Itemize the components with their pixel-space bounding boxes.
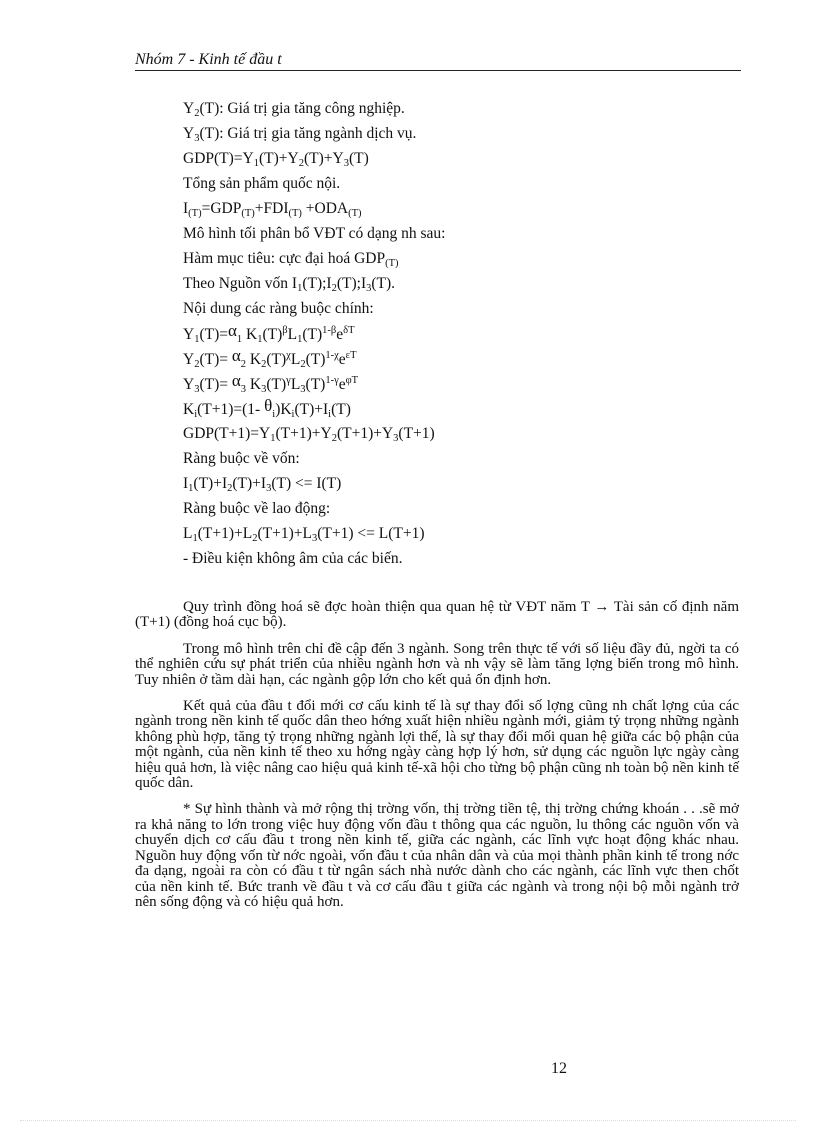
page-bottom-divider: [20, 1120, 796, 1121]
labor-constraint: $L_1(T+1)+L_2(T+1)+L_3(T+1) <= L(T+1)$: [183, 525, 425, 544]
header-title: Nhóm 7 - Kinh tế đầu t: [135, 51, 282, 68]
capital-constraint-title: Ràng buộc về vốn:: [183, 450, 300, 467]
paragraph-three-sectors: Trong mô hình trên chỉ đề cập đến 3 ngành. Song trên thực tế với số liệu đầy đủ, ngời ta có thể nghiên cứu sự phát triển của nhiều ngành hơn và nh vậy sẽ làm tăng lợng biến trong mô hình. Tuy nhiên ở tầm dài hạn, các ngành gộp lớn cho kết quả ổn định hơn.: [135, 640, 739, 688]
gdp-definition: Tổng sản phẩm quốc nội.: [183, 175, 341, 192]
labor-constraint-title: Ràng buộc về lao động:: [183, 500, 331, 517]
y1-equation: $Y_1(T)=\alpha_1$ $K_1(T)^\beta L_1(T)^{1-\beta}e^{\delta T}$: [183, 321, 355, 345]
gdp-formula: $GDP(T)=Y_1(T)+Y_2(T)+Y_3(T)$: [183, 150, 369, 169]
objective-function: Hàm mục tiêu: cực đại hoá $GDP_{(T)}$: [183, 250, 399, 269]
investment-formula: $I_{(T)}=GDP_{(T)}+FDI_{(T)} +ODA_{(T)}$: [183, 200, 362, 219]
body-text: [135, 600, 739, 921]
model-intro: Mô hình tối phân bổ VĐT có dạng nh sau:: [183, 225, 446, 242]
formula-block: [183, 96, 743, 571]
paragraph-structural-change: Kết quả của đầu t đổi mới cơ cấu kinh tế là sự thay đổi số lợng cũng nh chất lợng của các ngành trong nền kinh tế quốc dân theo hớng xuất hiện nhiều ngành mới, giảm tỷ trọng những ngành không phù hợp, tăng tỷ trọng những ngành lợi thế, là sự thay đổi mối quan hệ giữa các bộ phận của một ngành, của nền kinh tế theo xu hớng ngày càng hợp lý hơn, sử dụng các nguồn lực ngày càng hiệu quả hơn, là việc nâng cao hiệu quả kinh tế-xã hội cho từng bộ phận cũng nh toàn bộ nền kinh tế quốc dân.: [135, 698, 739, 792]
y2-definition: $Y_2(T)$: Giá trị gia tăng công nghiệp.: [183, 100, 405, 119]
paragraph-assimilation: Quy trình đồng hoá sẽ đợc hoàn thiện qua quan hệ từ VĐT năm T → Tài sản cố định năm (T+1) (đồng hoá cục bộ).: [135, 599, 739, 631]
y3-equation: $Y_3(T)= \alpha_3$ $K_3(T)^\gamma L_3(T)^{1-\gamma}e^{\varphi T}$: [183, 371, 359, 395]
capital-sources: Theo Nguồn vốn $I_1(T);I_2(T);I_3(T)$.: [183, 275, 396, 294]
running-header: [135, 50, 741, 71]
non-negativity-condition: - Điều kiện không âm của các biến.: [183, 550, 403, 567]
y3-definition: $Y_3(T)$: Giá trị gia tăng ngành dịch vụ.: [183, 125, 417, 144]
capital-accumulation-equation: $K_i(T+1)=(1-$ $\theta_i)K_i(T)+I_i(T)$: [183, 396, 351, 420]
paragraph-markets: * Sự hình thành và mở rộng thị trờng vốn, thị trờng tiền tệ, thị trờng chứng khoán . . .sẽ mở ra khả năng to lớn trong việc huy động vốn đầu t thông qua các nguồn, lu thông các nguồn vốn và chuyển dịch cơ cấu đầu t trong nền kinh tế, giữa các ngành, các lĩnh vực hoạt động khác nhau. Nguồn huy động vốn từ nớc ngoài, vốn đầu t của nhân dân và của mọi thành phần kinh tế trong nớc đa dạng, ngoài ra còn có đầu t từ ngân sách nhà nước dành cho các ngành, các lĩnh vực then chốt của nền kinh tế. Bức tranh về đầu t và cơ cấu đầu t giữa các ngành và trong nội bộ mỗi ngành trở nên sống động và có hiệu quả hơn.: [135, 801, 739, 910]
y2-equation: $Y_2(T)= \alpha_2$ $K_2(T)^\chi L_2(T)^{1-\chi}e^{\varepsilon T}$: [183, 346, 357, 370]
gdp-next-equation: $GDP(T+1)=Y_1(T+1)+Y_2(T+1)+Y_3(T+1)$: [183, 425, 435, 444]
page-number: 12: [551, 1060, 567, 1077]
capital-constraint: $I_1(T)+I_2(T)+I_3(T) <= I(T)$: [183, 475, 342, 494]
constraints-title: Nội dung các ràng buộc chính:: [183, 300, 374, 317]
